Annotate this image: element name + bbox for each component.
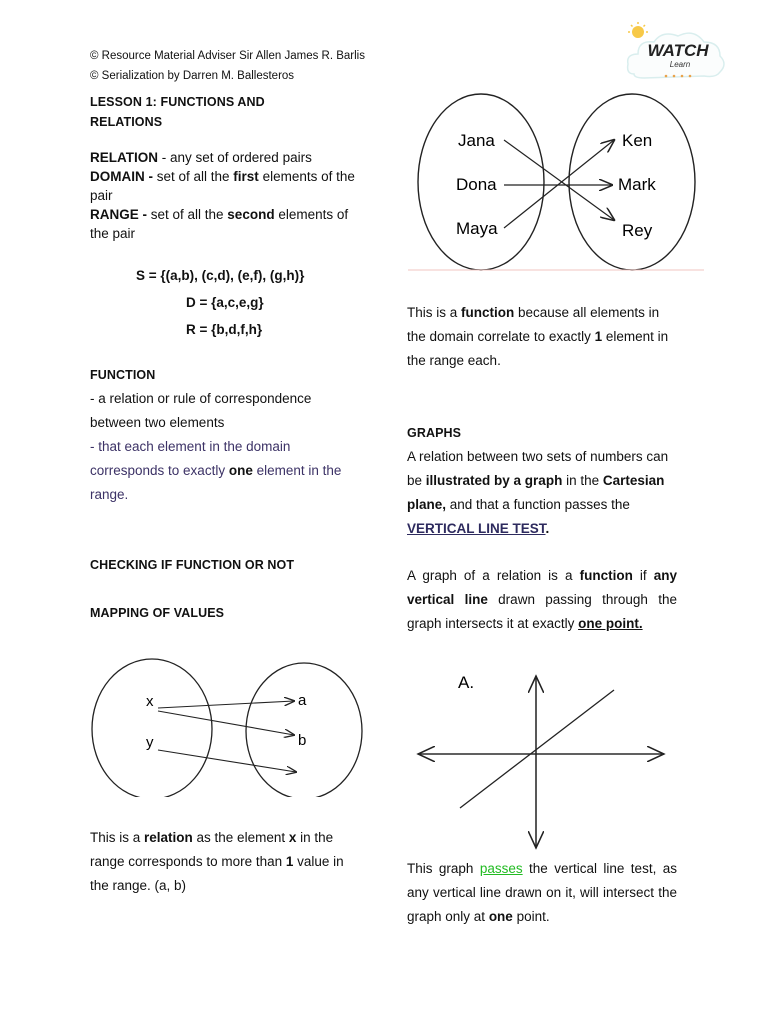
mapping-diagram-relation	[88, 655, 364, 797]
lesson-title-line2: RELATIONS	[90, 115, 163, 129]
arrow-x-a	[158, 701, 294, 708]
range-value: a	[298, 692, 307, 709]
range-value: Ken	[622, 131, 653, 150]
arrow-maya-ken	[504, 140, 614, 228]
domain-value: y	[146, 734, 154, 751]
definitions-block	[90, 148, 370, 243]
sets-block	[136, 262, 304, 343]
set-d: D = {a,c,e,g}	[186, 295, 264, 310]
range-definition: RANGE - set of all the second elements of the pair	[90, 207, 349, 241]
graphs-paragraph-2: A graph of a relation is a function if any vertical line drawn passing through the graph intersects it at exactly one point.	[407, 568, 677, 631]
graphs-paragraph-3: This graph passes the vertical line test, as any vertical line drawn on it, will intersect the graph only at one point.	[407, 861, 677, 924]
credit-serialization: © Serialization by Darren M. Ballesteros	[90, 70, 295, 82]
arrow-x-b	[158, 711, 294, 735]
domain-value: Dona	[456, 175, 497, 194]
watch-learn-logo	[624, 20, 728, 84]
range-value: Rey	[622, 221, 653, 240]
logo-subtitle: Learn	[669, 60, 691, 69]
set-s: S = {(a,b), (c,d), (e,f), (g,h)}	[136, 268, 305, 283]
range-value: Mark	[618, 175, 656, 194]
range-value: b	[298, 732, 307, 749]
graphs-paragraph-1: A relation between two sets of numbers can be illustrated by a graph in the Cartesian plane, and that a function passes the VERTICAL LINE TEST.	[407, 449, 669, 536]
function-heading: FUNCTION	[90, 368, 156, 382]
lesson-title	[90, 92, 265, 132]
cloud-icon	[624, 20, 728, 84]
arrow-y	[158, 750, 296, 772]
logo-title: WATCH	[647, 41, 709, 60]
set-r: R = {b,d,f,h}	[186, 322, 263, 337]
domain-oval	[92, 659, 212, 797]
credits-block	[90, 46, 365, 86]
function-definition-1: - a relation or rule of correspondence between two elements	[90, 391, 312, 430]
function-section	[90, 363, 355, 507]
credit-adviser: © Resource Material Adviser Sir Allen James R. Barlis	[90, 50, 365, 62]
arrow-jana-rey	[504, 140, 614, 220]
graph-line	[460, 690, 614, 808]
lesson-title-line1: LESSON 1: FUNCTIONS AND	[90, 95, 265, 109]
function-definition-2: - that each element in the domain corresponds to exactly one element in the range.	[90, 439, 342, 502]
mapping2-caption: This is a function because all elements in the domain correlate to exactly 1 element in the range each.	[407, 305, 669, 368]
domain-value: x	[146, 693, 154, 710]
graphs-heading: GRAPHS	[407, 426, 462, 440]
graph-label: A.	[458, 673, 475, 692]
domain-definition: DOMAIN - set of all the first elements of the pair	[90, 169, 355, 203]
domain-value: Jana	[458, 131, 495, 150]
mapping1-caption: This is a relation as the element x in the range corresponds to more than 1 value in the range. (a, b)	[90, 830, 344, 893]
mapping-heading: MAPPING OF VALUES	[90, 606, 225, 620]
mapping-diagram-function	[406, 90, 706, 274]
vertical-line-test-link[interactable]: VERTICAL LINE TEST	[407, 521, 546, 536]
relation-definition: RELATION - any set of ordered pairs	[90, 150, 312, 165]
checking-heading: CHECKING IF FUNCTION OR NOT	[90, 558, 295, 572]
graph-a	[410, 668, 670, 853]
domain-value: Maya	[456, 219, 498, 238]
sun-icon	[632, 26, 644, 38]
